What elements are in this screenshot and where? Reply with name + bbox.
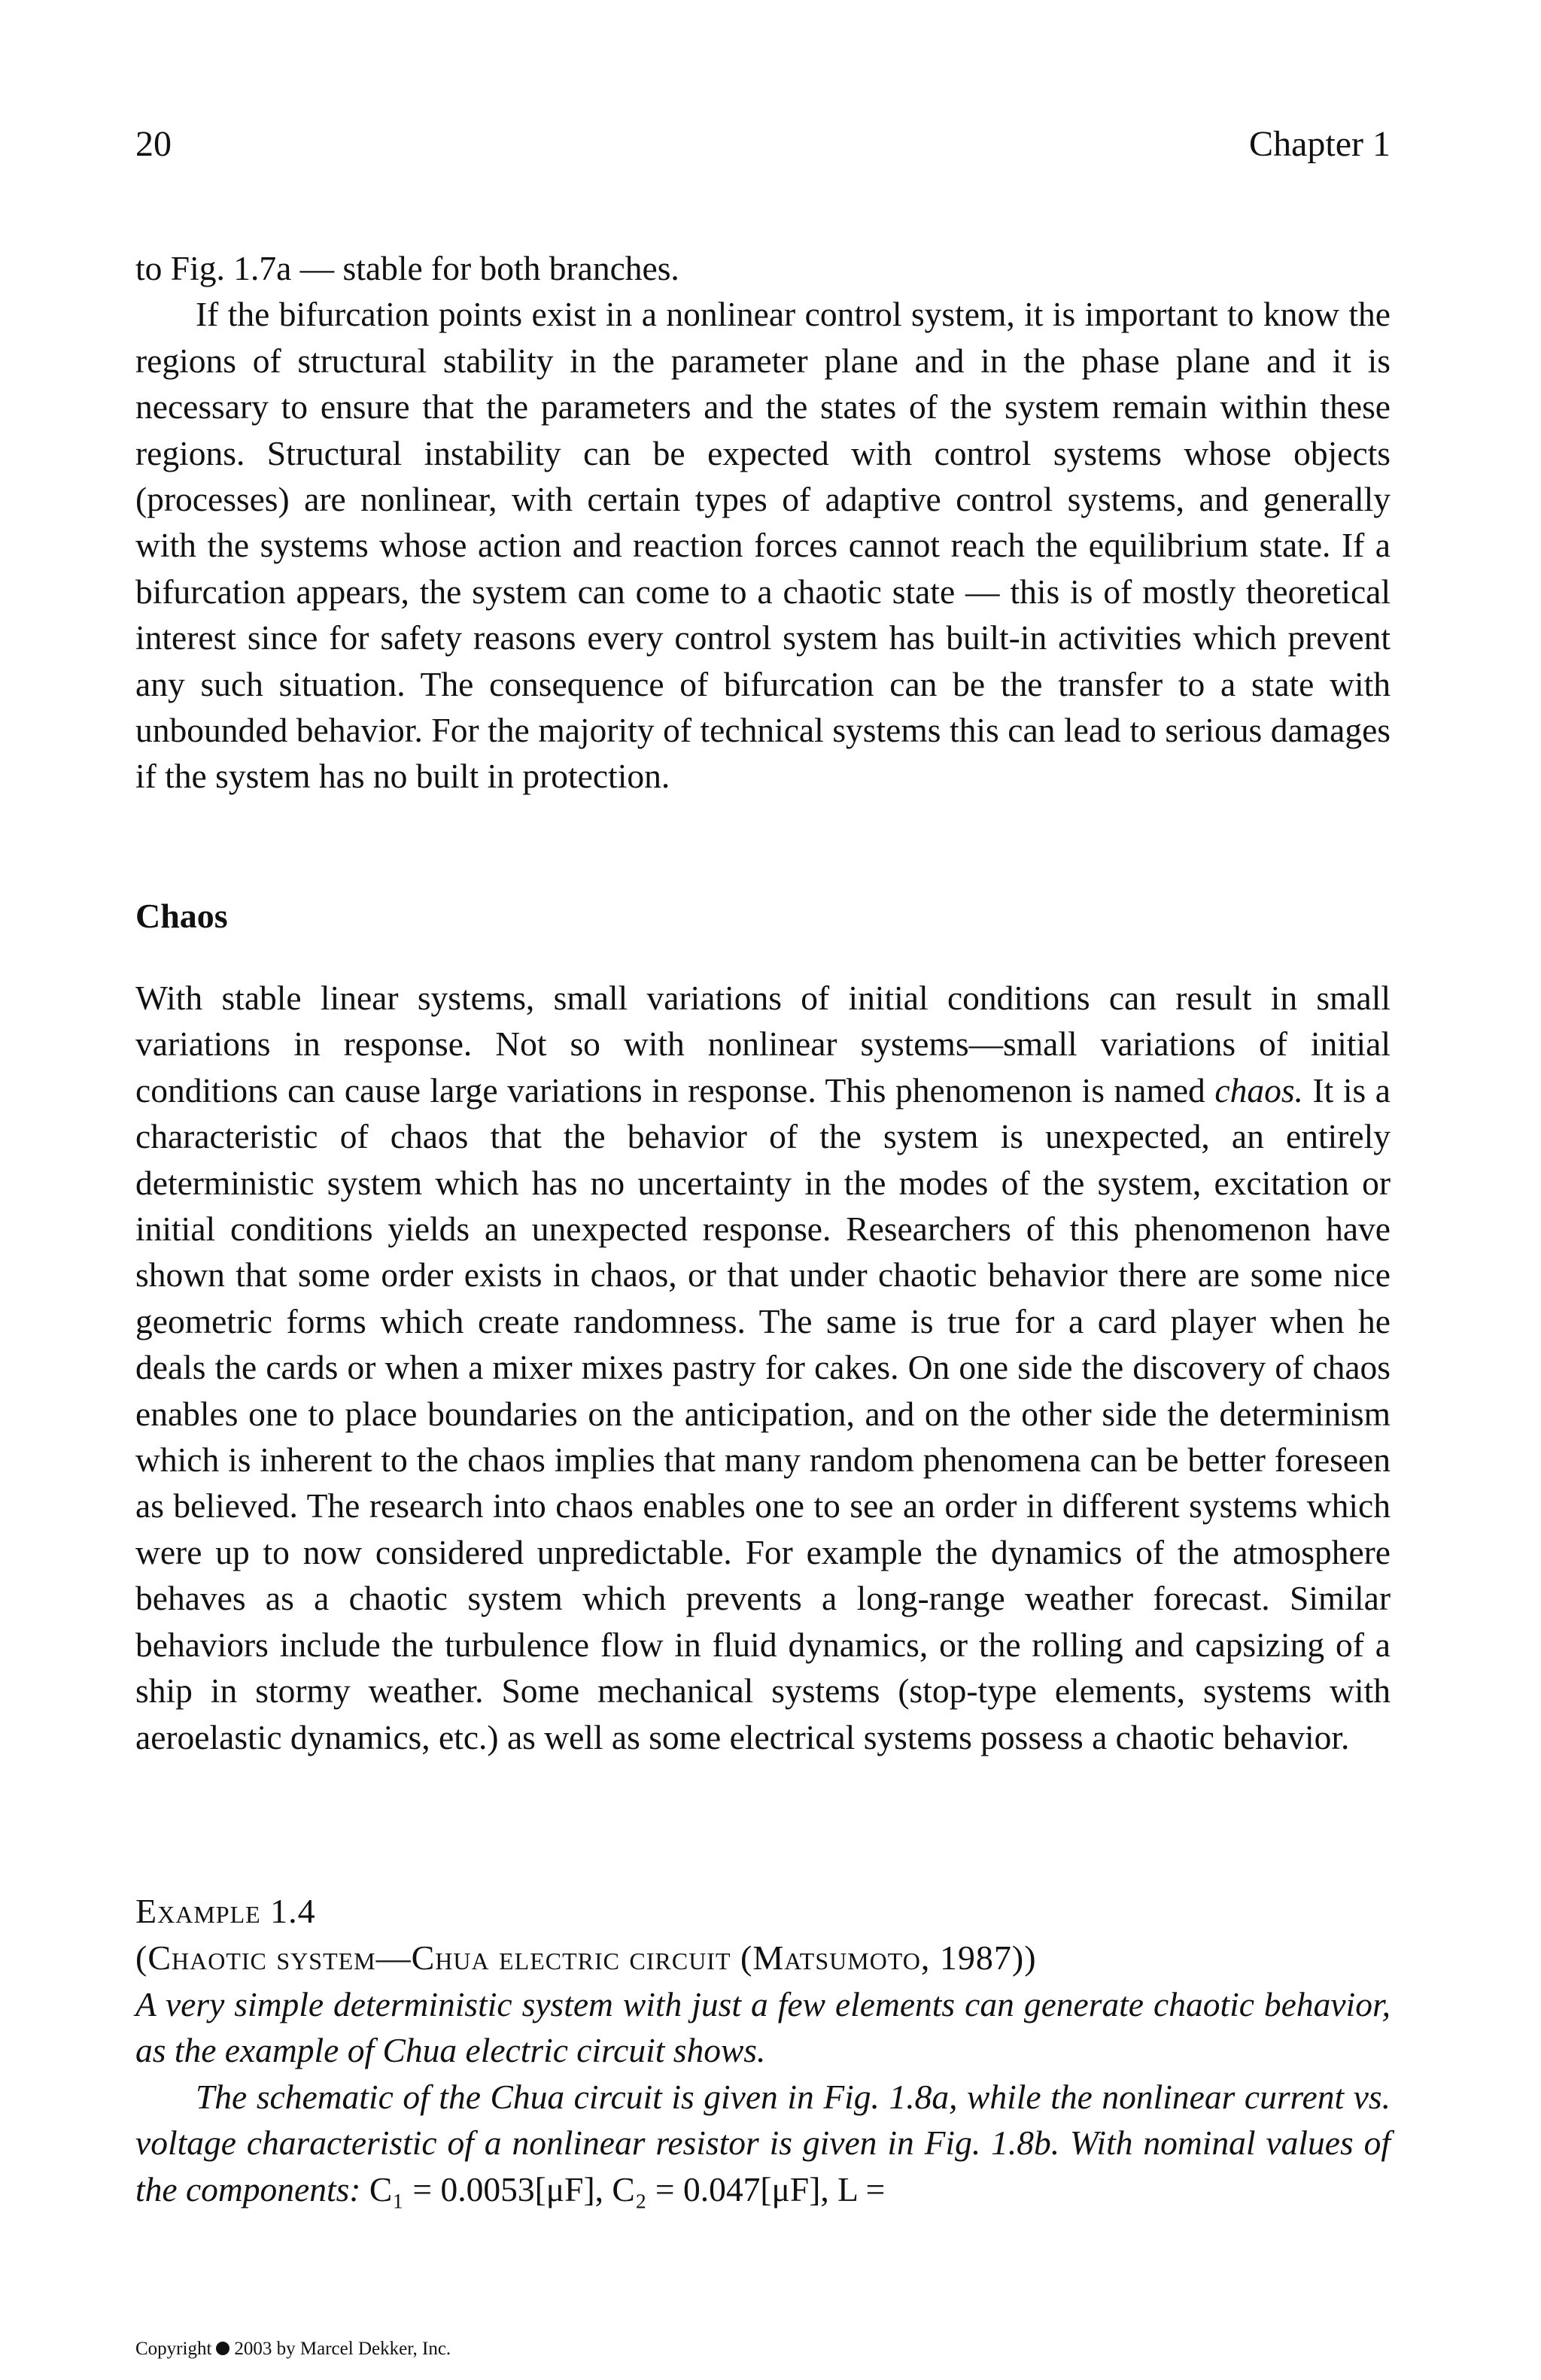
intro-line: to Fig. 1.7a — stable for both branches.: [135, 249, 679, 287]
chaos-paragraph-end: It is a characteristic of chaos that the behavior of the system is unexpected, an entirely deterministic system which has no uncertainty in the modes of the system, excitation or initial conditions yields an unexpected response. Researchers of this phenomenon have shown that some order exists in chaos, or that under chaotic behavior there are some nice geometric forms which create randomness. The same is true for a card player when he deals the cards or when a mixer mixes pastry for cakes. On one side the discovery of chaos enables one to place boundaries on the anticipation, and on the other side the determinism which is inherent to the chaos implies that many random phenomena can be better foreseen as believed. The research into chaos enables one to see an order in different systems which were up to now considered unpredictable. For example the dynamics of the atmosphere behaves as a chaotic system which prevents a long-range weather forecast. Similar behaviors include the turbulence flow in fluid dynamics, or the rolling and capsizing of a ship in stormy weather. Some mechanical systems (stop-type elements, systems with aeroelastic dynamics, etc.) as well as some electrical systems possess a chaotic behavior.: [135, 1070, 1391, 1756]
running-head: Chapter 1: [1249, 124, 1391, 164]
copyright-footer: [135, 2338, 451, 2360]
chaos-paragraph: [135, 975, 1391, 1760]
page-number: 20: [135, 124, 172, 164]
example-paragraph-1: A very simple deterministic system with just a few elements can generate chaotic behavior, as the example of Chua electric circuit shows.: [135, 1985, 1391, 2070]
example-subtitle: (Chaotic system—Chua electric circuit (Matsumoto, 1987)): [135, 1938, 1037, 1977]
chaos-paragraph-start: With stable linear systems, small variations of initial conditions can result in small variations in response. Not so with nonlinear systems—small variations of initial conditions can cause large variations in response. This phenomenon is named: [135, 979, 1391, 1110]
example-paragraph-2: [135, 2074, 1391, 2212]
example-paragraph-2-text: The schematic of the Chua circuit is given in Fig. 1.8a, while the nonlinear current vs. voltage characteristic of a nonlinear resistor is given in Fig. 1.8b. With nominal values of the components:: [135, 2077, 1391, 2208]
intro-text: [135, 245, 1391, 800]
example-body: [135, 1981, 1391, 2212]
bullet-icon: [216, 2342, 229, 2355]
copyright-label: Copyright: [135, 2339, 212, 2359]
copyright-text: 2003 by Marcel Dekker, Inc.: [234, 2339, 451, 2359]
c2-value: C₂ = 0.047[μF],: [612, 2169, 829, 2208]
example-title: Example 1.4: [135, 1892, 316, 1930]
chaos-term: chaos.: [1214, 1070, 1303, 1110]
chaos-section: [135, 975, 1391, 1760]
intro-paragraph: If the bifurcation points exist in a nonlinear control system, it is important to know the regions of structural stability in the parameter plane and in the phase plane and it is necessary to ensure that the parameters and the states of the system remain within these regions. Structural instability can be expected with control systems whose objects (processes) are nonlinear, with certain types of adaptive control systems, and generally with the systems whose action and reaction forces cannot reach the equilibrium state. If a bifurcation appears, the system can come to a chaotic state — this is of mostly theoretical interest since for safety reasons every control system has built-in activities which prevent any such situation. The consequence of bifurcation can be the transfer to a state with unbounded behavior. For the majority of technical systems this can lead to serious damages if the system has no built in protection.: [135, 295, 1391, 796]
section-heading: Chaos: [135, 897, 228, 935]
l-value: L =: [837, 2169, 886, 2208]
c1-value: C₁ = 0.0053[μF],: [369, 2169, 603, 2208]
